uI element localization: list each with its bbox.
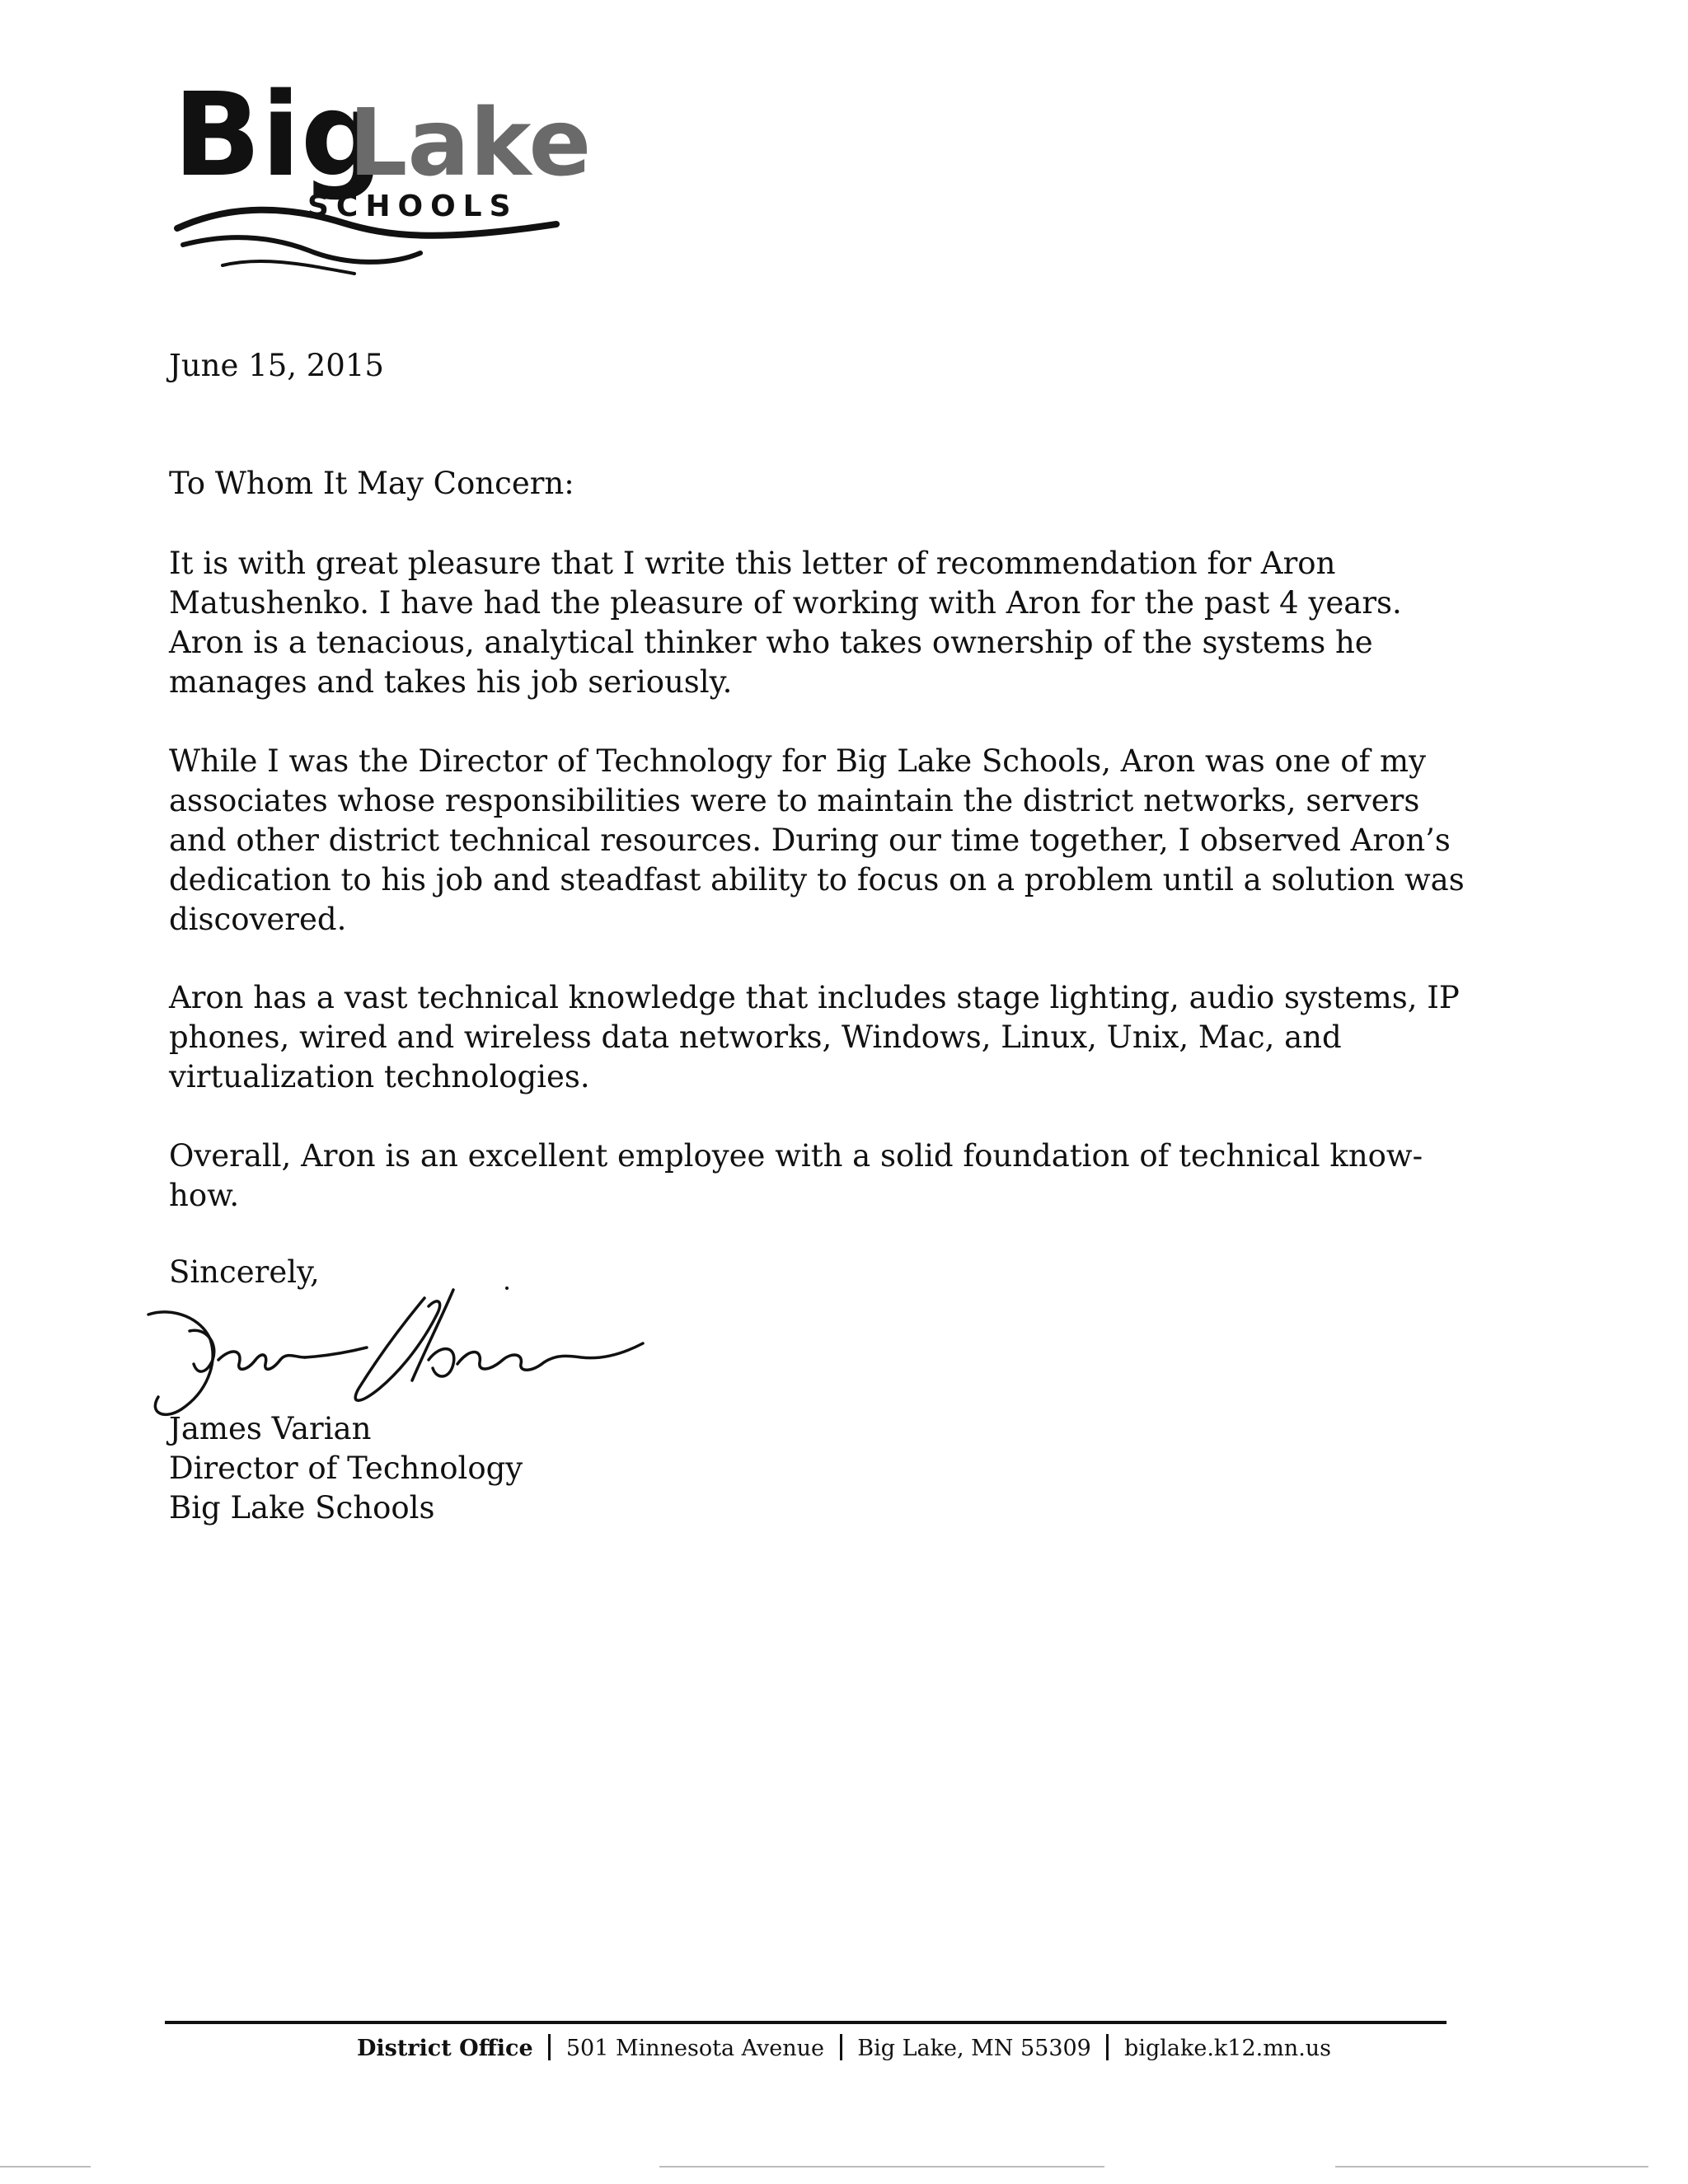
signer-name: James Varian (169, 1411, 372, 1446)
paragraph-line: Aron has a vast technical knowledge that includes stage lighting, audio systems, IP (169, 980, 1460, 1015)
footer-address: 501 Minnesota Avenue (565, 2036, 825, 2061)
paragraph-line: phones, wired and wireless data networks, Windows, Linux, Unix, Mac, and (169, 1019, 1342, 1055)
footer-separator (840, 2034, 842, 2060)
footer-separator (548, 2034, 551, 2060)
letter-date: June 15, 2015 (169, 348, 384, 383)
footer-city: Big Lake, MN 55309 (857, 2036, 1091, 2061)
signer-organization: Big Lake Schools (169, 1490, 435, 1526)
footer-office: District Office (356, 2036, 533, 2061)
paragraph-line: Overall, Aron is an excellent employee with a solid foundation of technical know- (169, 1138, 1423, 1174)
paragraph-line: While I was the Director of Technology for Big Lake Schools, Aron was one of my (169, 743, 1426, 779)
footer-website: biglake.k12.mn.us (1124, 2036, 1332, 2061)
paragraph-line: manages and takes his job seriously. (169, 664, 733, 700)
paragraph-line: dedication to his job and steadfast ability to focus on a problem until a solution was (169, 862, 1465, 898)
footer-address-bar (0, 2034, 1688, 2061)
paragraph-line: Matushenko. I have had the pleasure of working with Aron for the past 4 years. (169, 585, 1402, 621)
closing: Sincerely, (169, 1254, 320, 1290)
paragraph-line: and other district technical resources. During our time together, I observed Aron’s (169, 823, 1451, 858)
logo-lake-text: Lake (349, 90, 592, 197)
paragraph-line: associates whose responsibilities were to maintain the district networks, servers (169, 783, 1420, 818)
scan-artifact (1335, 2166, 1648, 2168)
paragraph-line: discovered. (169, 902, 347, 937)
paragraph-1 (169, 544, 1455, 702)
scan-artifact (659, 2166, 1104, 2168)
footer-rule (165, 2021, 1447, 2024)
paragraph-line: Aron is a tenacious, analytical thinker who takes ownership of the systems he (169, 625, 1373, 660)
signer-title: Director of Technology (169, 1451, 523, 1486)
paragraph-line: virtualization technologies. (169, 1059, 590, 1094)
logo-big-text: Big (173, 68, 383, 203)
handwritten-signature (140, 1282, 651, 1455)
salutation: To Whom It May Concern: (169, 466, 574, 501)
paragraph-4 (169, 1137, 1455, 1216)
big-lake-schools-logo (173, 68, 592, 290)
paragraph-line: how. (169, 1178, 240, 1213)
paragraph-line: It is with great pleasure that I write this letter of recommendation for Aron (169, 546, 1336, 581)
logo-schools-text: SCHOOLS (307, 190, 518, 223)
scan-artifact (0, 2166, 91, 2168)
paragraph-3 (169, 978, 1460, 1097)
footer-separator (1106, 2034, 1109, 2060)
paragraph-2 (169, 742, 1465, 940)
